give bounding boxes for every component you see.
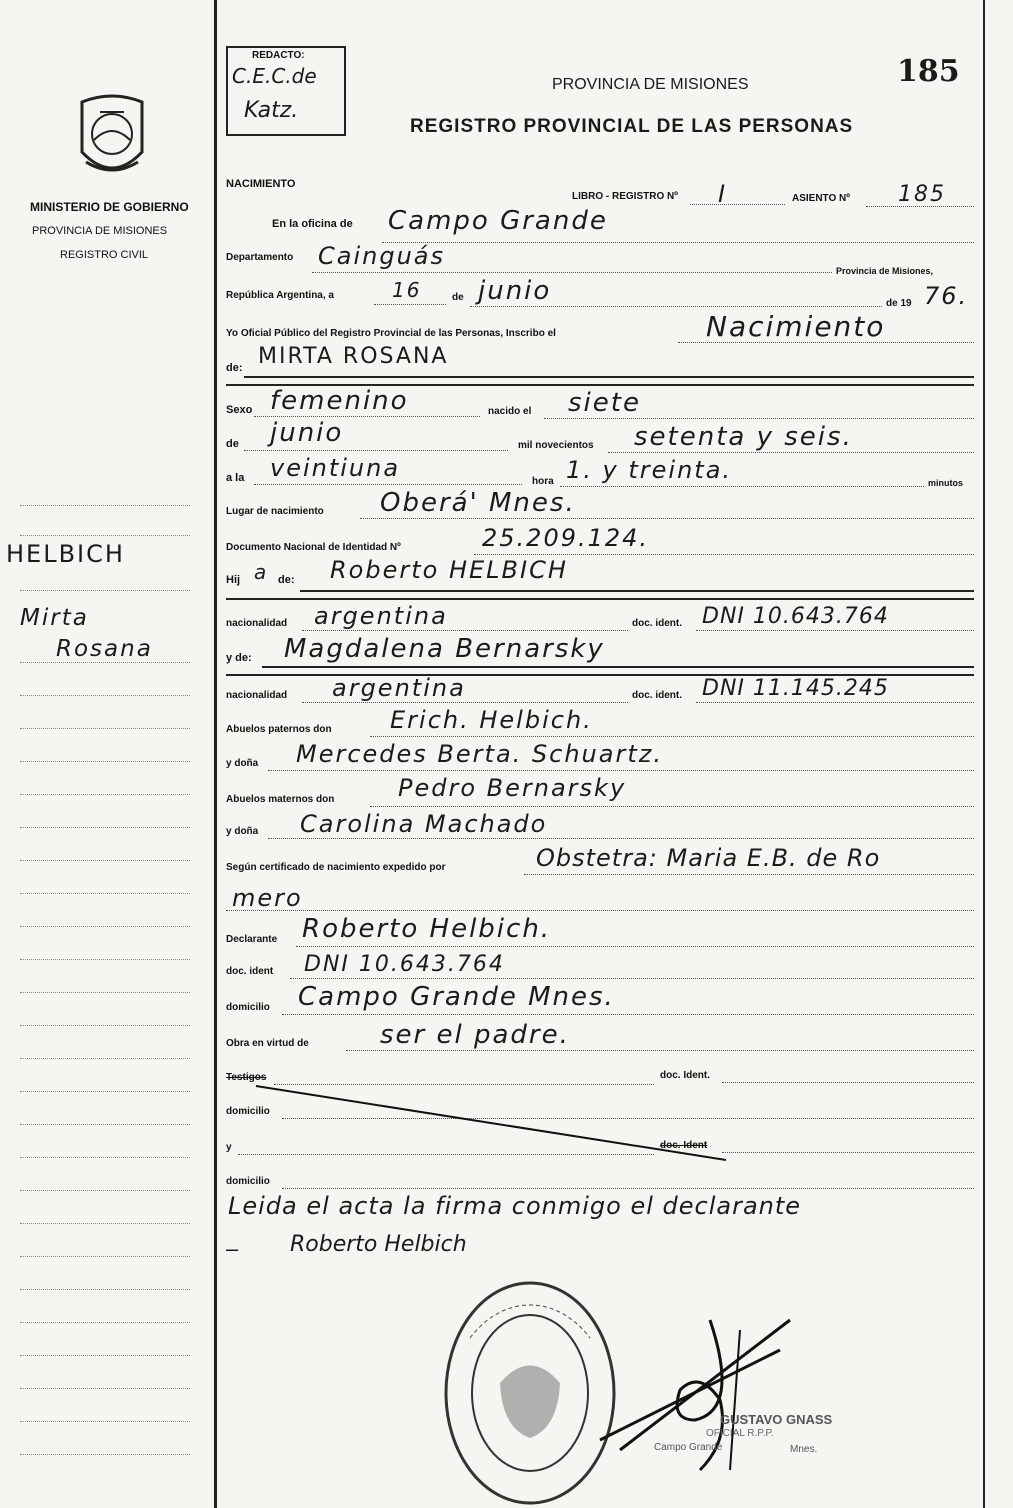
rule — [560, 486, 924, 487]
documento-label: Documento Nacional de Identidad Nº — [226, 542, 401, 553]
official-province: Mnes. — [790, 1444, 818, 1455]
abuelo-pat-value: Erich. Helbich. — [390, 706, 593, 734]
de-label-3: de — [226, 438, 239, 450]
rule — [268, 838, 974, 839]
acto-value: Nacimiento — [706, 310, 886, 343]
nombre-value: MIRTA ROSANA — [258, 344, 449, 369]
oficial-label: Yo Oficial Público del Registro Provincial de las Personas, Inscribo el — [226, 328, 556, 339]
minutos-value: 1. y treinta. — [566, 456, 733, 484]
left-margin-line — [214, 0, 217, 1508]
hora-label: hora — [532, 476, 554, 487]
nacionalidad-label-2: nacionalidad — [226, 690, 288, 701]
rule — [360, 518, 974, 519]
obra-value: ser el padre. — [380, 1020, 570, 1050]
rule — [282, 1014, 974, 1015]
official-place: Campo Grande — [654, 1442, 723, 1453]
rule — [470, 306, 882, 307]
nacido-label: nacido el — [488, 406, 532, 417]
departamento-label: Departamento — [226, 252, 294, 263]
hij-label: Hij — [226, 574, 241, 586]
redacto-line-2: Katz. — [244, 98, 299, 123]
asiento-value: 185 — [898, 182, 946, 207]
obra-label: Obra en virtud de — [226, 1038, 309, 1049]
sidebar-rule — [20, 1124, 190, 1125]
rule — [722, 1152, 974, 1153]
nacimiento-label: NACIMIENTO — [226, 178, 296, 190]
segun-value-2: mero — [232, 884, 303, 912]
docident-label: doc. ident. — [632, 618, 682, 629]
provincia-suffix: Provincia de Misiones, — [836, 266, 934, 276]
sidebar-province-label: PROVINCIA DE MISIONES — [32, 225, 168, 237]
hij-de: de: — [278, 574, 295, 586]
anio-value: 76. — [924, 282, 969, 310]
abuelo-mat-value: Pedro Bernarsky — [398, 774, 627, 802]
sidebar-rule — [20, 695, 190, 696]
segun-value-1: Obstetra: Maria E.B. de Ro — [536, 844, 881, 872]
sidebar-rule — [20, 1454, 190, 1455]
rule — [244, 450, 508, 451]
declarante-value: Roberto Helbich. — [302, 914, 552, 944]
republica-label: República Argentina, a — [226, 290, 334, 301]
rule — [370, 736, 974, 737]
documento-value: 25.209.124. — [482, 524, 650, 552]
rule — [262, 666, 974, 668]
redacto-label: REDACTO: — [252, 50, 305, 61]
de-label: de — [452, 292, 464, 303]
mes-nac-value: junio — [270, 418, 344, 448]
abuelos-mat-label: Abuelos maternos don — [226, 794, 335, 805]
abuela-pat-value: Mercedes Berta. Schuartz. — [296, 740, 663, 768]
sidebar-rule — [20, 893, 190, 894]
rule — [254, 416, 480, 417]
segun-label: Según certificado de nacimiento expedido por — [226, 862, 446, 873]
departamento-value: Cainguás — [318, 242, 445, 270]
asiento-label: ASIENTO Nº — [792, 193, 850, 204]
rule — [696, 702, 974, 703]
redacto-box — [226, 46, 346, 136]
domicilio-label-2: domicilio — [226, 1106, 270, 1117]
padre-value: Roberto HELBICH — [330, 556, 568, 584]
doc-padre-value: DNI 10.643.764 — [702, 604, 889, 629]
doc-madre-value: DNI 11.145.245 — [702, 676, 889, 701]
sidebar-rule — [20, 1025, 190, 1026]
coat-of-arms-icon — [72, 92, 152, 184]
sidebar-rule — [20, 535, 190, 536]
doc-declarante-value: DNI 10.643.764 — [304, 952, 505, 977]
declarante-label: Declarante — [226, 934, 278, 945]
libro-label: LIBRO - REGISTRO Nº — [572, 191, 678, 202]
sidebar-rule — [20, 761, 190, 762]
sidebar-rule — [20, 992, 190, 993]
rule — [382, 242, 974, 243]
domicilio-value: Campo Grande Mnes. — [298, 982, 615, 1012]
abuela-mat-value: Carolina Machado — [300, 810, 548, 838]
margin-name-first: Mirta — [20, 605, 89, 631]
official-name: GUSTAVO GNASS — [720, 1412, 833, 1427]
nacionalidad-label: nacionalidad — [226, 618, 288, 629]
abuelos-pat-label: Abuelos paternos don — [226, 724, 332, 735]
sidebar-rule — [20, 590, 190, 591]
de-label-2: de: — [226, 362, 243, 374]
rule — [254, 484, 522, 485]
right-margin-line — [983, 0, 985, 1508]
sexo-label: Sexo — [226, 404, 253, 416]
registro-civil-label: REGISTRO CIVIL — [60, 249, 149, 261]
anio-label: de 19 — [886, 298, 912, 309]
libro-value: I — [718, 180, 728, 208]
oficina-label: En la oficina de — [272, 218, 353, 230]
redacto-line-1: C.E.C.de — [232, 64, 317, 88]
sidebar-rule — [20, 1355, 190, 1356]
rule — [690, 204, 785, 205]
header-title: REGISTRO PROVINCIAL DE LAS PERSONAS — [410, 116, 854, 137]
domicilio-label: domicilio — [226, 1002, 270, 1013]
official-title: OFICIAL R.P.P. — [706, 1428, 774, 1439]
rule — [722, 1082, 974, 1083]
rule — [302, 702, 628, 703]
sidebar-rule — [20, 926, 190, 927]
sidebar-rule — [20, 662, 190, 663]
rule — [346, 1050, 974, 1051]
ydona-label: y doña — [226, 758, 259, 769]
minutos-label: minutos — [928, 478, 963, 488]
sidebar-rule — [20, 1091, 190, 1092]
sidebar-rule — [20, 959, 190, 960]
sidebar-rule — [20, 1256, 190, 1257]
sidebar-rule — [20, 1157, 190, 1158]
doc-ident-label-3: doc. Ident. — [660, 1070, 710, 1081]
margin-name-second: Rosana — [56, 636, 153, 662]
ala-label: a la — [226, 472, 245, 484]
sidebar-rule — [20, 827, 190, 828]
mil-label: mil novecientos — [518, 440, 594, 451]
sidebar-rule — [20, 1058, 190, 1059]
ydona-label-2: y doña — [226, 826, 259, 837]
rule — [226, 910, 974, 911]
rule — [524, 874, 974, 875]
rule — [244, 376, 974, 378]
sidebar-rule — [20, 1190, 190, 1191]
oficina-value: Campo Grande — [388, 206, 608, 236]
rule — [608, 452, 974, 453]
nac-madre-value: argentina — [332, 674, 466, 702]
lugar-label: Lugar de nacimiento — [226, 506, 324, 517]
margin-surname: HELBICH — [6, 540, 125, 568]
signature-dash: – — [226, 1236, 239, 1261]
rule — [544, 418, 974, 419]
sidebar-rule — [20, 505, 190, 506]
sidebar-rule — [20, 1388, 190, 1389]
y-label: y — [226, 1142, 232, 1153]
rule — [226, 598, 974, 600]
lugar-value: Oberá' Mnes. — [380, 488, 576, 518]
docident-label-2: doc. ident. — [632, 690, 682, 701]
witness-strike-line — [226, 1080, 746, 1180]
domicilio-label-3: domicilio — [226, 1176, 270, 1187]
sidebar-rule — [20, 860, 190, 861]
sexo-value: femenino — [270, 386, 409, 416]
nac-padre-value: argentina — [314, 602, 448, 630]
rule — [268, 770, 974, 771]
page-number: 185 — [897, 54, 960, 89]
yde-label: y de: — [226, 652, 252, 664]
sidebar-rule — [20, 1223, 190, 1224]
madre-value: Magdalena Bernarsky — [284, 634, 605, 664]
rule — [370, 806, 974, 807]
rule — [302, 630, 628, 631]
sidebar-rule — [20, 1421, 190, 1422]
mes-value: junio — [478, 276, 552, 306]
docident-label-3: doc. ident — [226, 966, 274, 977]
dia-value: 16 — [392, 278, 422, 302]
hij-suffix: a — [254, 560, 269, 584]
sidebar-rule — [20, 794, 190, 795]
rule — [696, 630, 974, 631]
rule — [474, 554, 974, 555]
sidebar-rule — [20, 728, 190, 729]
testigos-label: Testigos — [226, 1072, 267, 1083]
sidebar-rule — [20, 1322, 190, 1323]
rule — [296, 946, 974, 947]
rule — [282, 1188, 974, 1189]
rule — [374, 304, 446, 305]
declarant-signature: Roberto Helbich — [290, 1232, 467, 1257]
anio-nac-value: setenta y seis. — [634, 422, 853, 452]
ministry-label: MINISTERIO DE GOBIERNO — [30, 200, 189, 214]
rule — [312, 272, 832, 273]
doc-ident-label-4: doc. Ident — [660, 1140, 708, 1151]
closing-note: Leida el acta la firma conmigo el declarante — [228, 1192, 802, 1220]
nacido-value: siete — [568, 388, 641, 418]
rule — [300, 590, 974, 592]
hora-value: veintiuna — [270, 454, 401, 482]
header-province: PROVINCIA DE MISIONES — [552, 76, 749, 93]
sidebar-rule — [20, 1289, 190, 1290]
rule — [290, 978, 974, 979]
